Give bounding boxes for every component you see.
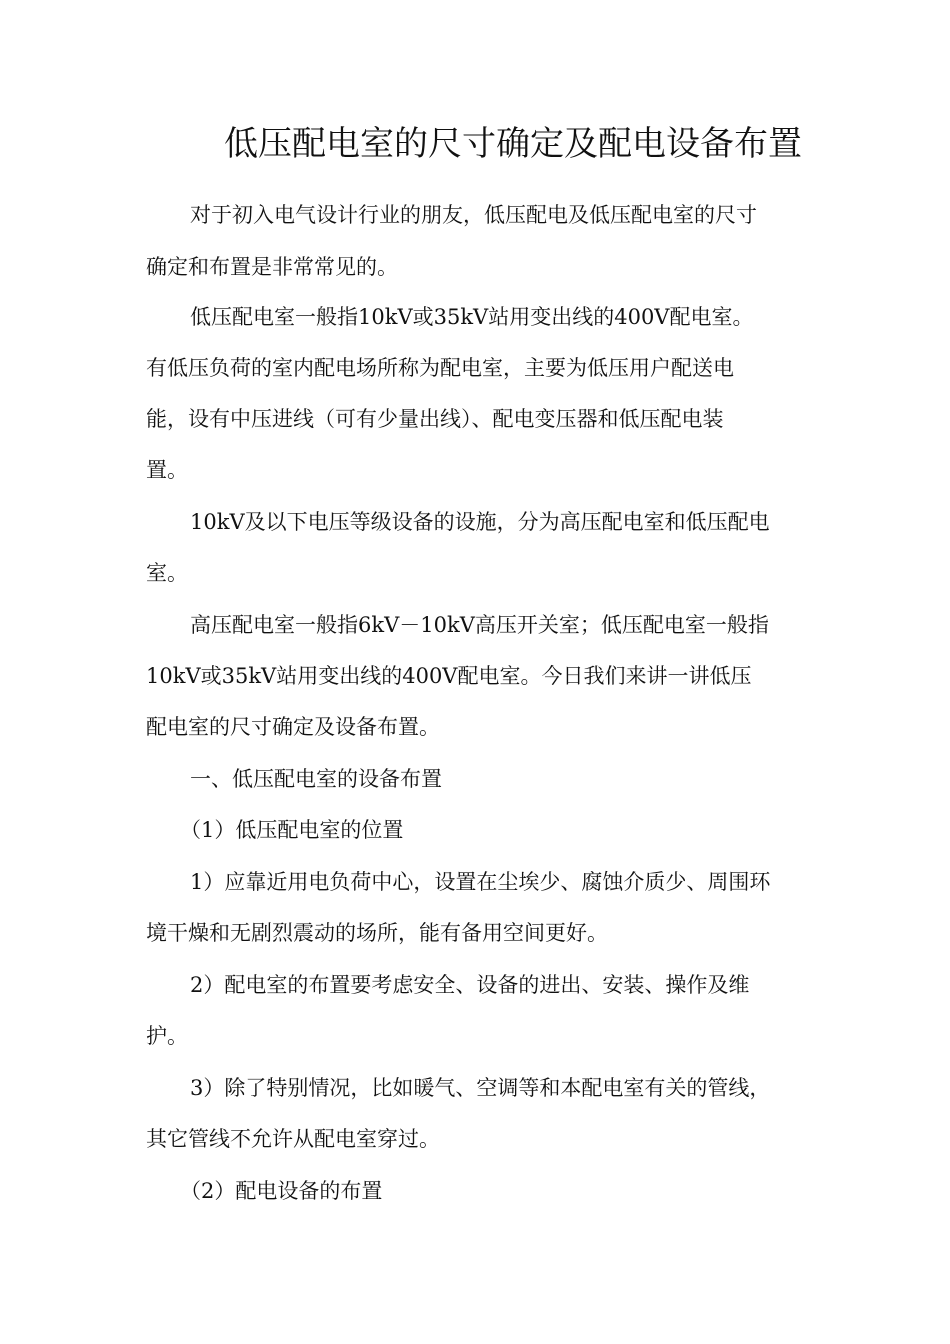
paragraph-line: 室。 bbox=[146, 561, 188, 585]
paragraph-line: 3）除了特别情况，比如暖气、空调等和本配电室有关的管线， bbox=[190, 1076, 771, 1100]
subsection-heading: （1）低压配电室的位置 bbox=[180, 818, 404, 842]
paragraph-line: 有低压负荷的室内配电场所称为配电室，主要为低压用户配送电 bbox=[146, 356, 734, 380]
paragraph-line: 1）应靠近用电负荷中心，设置在尘埃少、腐蚀介质少、周围环 bbox=[190, 870, 771, 894]
document-title: 低压配电室的尺寸确定及配电设备布置 bbox=[224, 124, 802, 164]
paragraph-line: 对于初入电气设计行业的朋友，低压配电及低压配电室的尺寸 bbox=[190, 203, 757, 227]
subsection-heading: （2）配电设备的布置 bbox=[180, 1179, 383, 1203]
paragraph-line: 其它管线不允许从配电室穿过。 bbox=[146, 1127, 440, 1151]
paragraph-line: 境干燥和无剧烈震动的场所，能有备用空间更好。 bbox=[146, 921, 608, 945]
paragraph-line: 确定和布置是非常常见的。 bbox=[146, 255, 398, 279]
paragraph-line: 配电室的尺寸确定及设备布置。 bbox=[146, 715, 440, 739]
paragraph-line: 2）配电室的布置要考虑安全、设备的进出、安装、操作及维 bbox=[190, 973, 750, 997]
paragraph-line: 置。 bbox=[146, 458, 188, 482]
paragraph-line: 护。 bbox=[146, 1024, 188, 1048]
paragraph-line: 10kV或35kV站用变出线的400V配电室。今日我们来讲一讲低压 bbox=[146, 664, 752, 688]
paragraph-line: 高压配电室一般指6kV－10kV高压开关室；低压配电室一般指 bbox=[190, 613, 769, 637]
paragraph-line: 10kV及以下电压等级设备的设施，分为高压配电室和低压配电 bbox=[190, 510, 770, 534]
section-heading: 一、低压配电室的设备布置 bbox=[190, 767, 442, 791]
paragraph-line: 低压配电室一般指10kV或35kV站用变出线的400V配电室。 bbox=[190, 305, 754, 329]
paragraph-line: 能，设有中压进线（可有少量出线）、配电变压器和低压配电装 bbox=[146, 407, 724, 431]
